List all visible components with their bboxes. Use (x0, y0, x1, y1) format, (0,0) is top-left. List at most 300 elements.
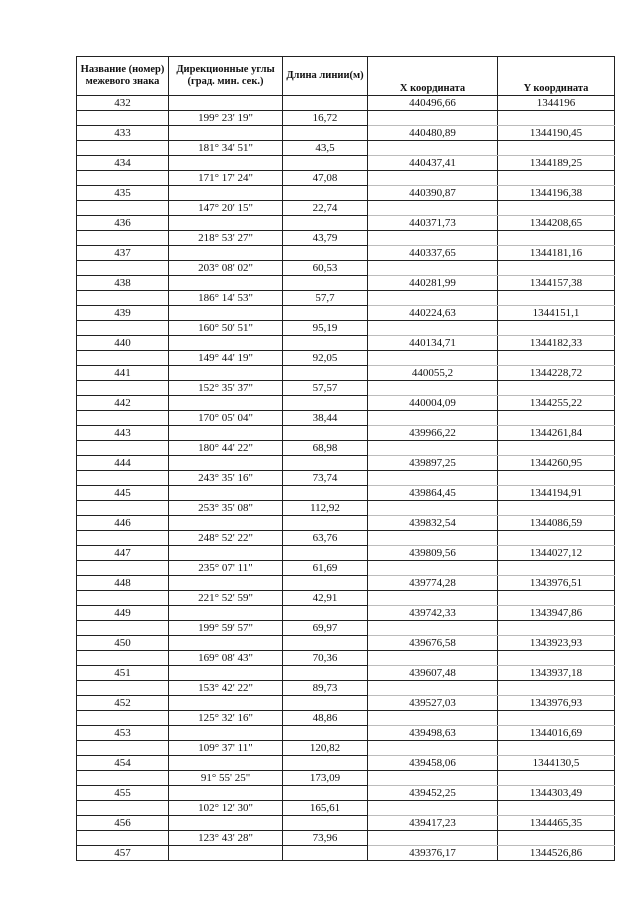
x-coordinate: 439676,58 (368, 636, 498, 651)
empty-cell (169, 726, 283, 741)
x-coordinate: 440224,63 (368, 306, 498, 321)
empty-cell (169, 96, 283, 111)
point-name: 432 (77, 96, 169, 111)
line-length: 57,57 (283, 381, 368, 396)
empty-cell (368, 651, 498, 666)
point-row (77, 276, 615, 291)
point-name: 455 (77, 786, 169, 801)
point-name: 456 (77, 816, 169, 831)
empty-cell (77, 351, 169, 366)
empty-cell (169, 756, 283, 771)
empty-cell (169, 336, 283, 351)
y-coordinate: 1344196,38 (498, 186, 615, 201)
y-coordinate: 1344303,49 (498, 786, 615, 801)
line-length: 92,05 (283, 351, 368, 366)
empty-cell (368, 771, 498, 786)
x-coordinate: 440371,73 (368, 216, 498, 231)
segment-row (77, 231, 615, 246)
y-coordinate: 1344208,65 (498, 216, 615, 231)
y-coordinate: 1344130,5 (498, 756, 615, 771)
point-row (77, 786, 615, 801)
empty-cell (498, 801, 615, 816)
empty-cell (283, 276, 368, 291)
direction-angle: 181° 34' 51" (169, 141, 283, 156)
direction-angle: 248° 52' 22" (169, 531, 283, 546)
empty-cell (368, 561, 498, 576)
segment-row (77, 471, 615, 486)
empty-cell (368, 261, 498, 276)
empty-cell (77, 801, 169, 816)
empty-cell (283, 216, 368, 231)
y-coordinate: 1343937,18 (498, 666, 615, 681)
x-coordinate: 440437,41 (368, 156, 498, 171)
line-length: 70,36 (283, 651, 368, 666)
direction-angle: 199° 59' 57" (169, 621, 283, 636)
empty-cell (368, 711, 498, 726)
empty-cell (169, 456, 283, 471)
point-name: 445 (77, 486, 169, 501)
empty-cell (169, 246, 283, 261)
line-length: 89,73 (283, 681, 368, 696)
y-coordinate: 1344086,59 (498, 516, 615, 531)
point-name: 452 (77, 696, 169, 711)
empty-cell (169, 366, 283, 381)
empty-cell (77, 531, 169, 546)
segment-row (77, 321, 615, 336)
segment-row (77, 561, 615, 576)
empty-cell (498, 171, 615, 186)
y-coordinate: 1344526,86 (498, 846, 615, 861)
line-length: 43,5 (283, 141, 368, 156)
segment-row (77, 741, 615, 756)
point-name: 437 (77, 246, 169, 261)
point-row (77, 306, 615, 321)
empty-cell (77, 411, 169, 426)
empty-cell (283, 246, 368, 261)
line-length: 60,53 (283, 261, 368, 276)
point-row (77, 516, 615, 531)
point-row (77, 846, 615, 861)
empty-cell (498, 441, 615, 456)
segment-row (77, 351, 615, 366)
direction-angle: 123° 43' 28" (169, 831, 283, 846)
segment-row (77, 501, 615, 516)
segment-row (77, 111, 615, 126)
direction-angle: 171° 17' 24" (169, 171, 283, 186)
point-row (77, 756, 615, 771)
direction-angle: 160° 50' 51" (169, 321, 283, 336)
empty-cell (169, 126, 283, 141)
y-coordinate: 1343923,93 (498, 636, 615, 651)
x-coordinate: 439417,23 (368, 816, 498, 831)
y-coordinate: 1344016,69 (498, 726, 615, 741)
empty-cell (368, 141, 498, 156)
empty-cell (368, 351, 498, 366)
empty-cell (283, 516, 368, 531)
point-row (77, 726, 615, 741)
line-length: 16,72 (283, 111, 368, 126)
header-y: Y координата (498, 57, 615, 96)
empty-cell (368, 381, 498, 396)
y-coordinate: 1344255,22 (498, 396, 615, 411)
x-coordinate: 439774,28 (368, 576, 498, 591)
point-name: 454 (77, 756, 169, 771)
point-name: 442 (77, 396, 169, 411)
empty-cell (498, 201, 615, 216)
empty-cell (283, 726, 368, 741)
point-name: 436 (77, 216, 169, 231)
empty-cell (368, 111, 498, 126)
point-row (77, 246, 615, 261)
y-coordinate: 1344190,45 (498, 126, 615, 141)
direction-angle: 153° 42' 22" (169, 681, 283, 696)
empty-cell (283, 186, 368, 201)
empty-cell (77, 591, 169, 606)
y-coordinate: 1344260,95 (498, 456, 615, 471)
header-angle: Дирекционные углы (град. мин. сек.) (169, 57, 283, 96)
y-coordinate: 1344189,25 (498, 156, 615, 171)
empty-cell (77, 261, 169, 276)
empty-cell (77, 621, 169, 636)
direction-angle: 203° 08' 02" (169, 261, 283, 276)
y-coordinate: 1344151,1 (498, 306, 615, 321)
point-row (77, 546, 615, 561)
y-coordinate: 1344228,72 (498, 366, 615, 381)
empty-cell (498, 561, 615, 576)
empty-cell (77, 381, 169, 396)
empty-cell (368, 681, 498, 696)
empty-cell (169, 666, 283, 681)
empty-cell (283, 456, 368, 471)
line-length: 57,7 (283, 291, 368, 306)
x-coordinate: 439458,06 (368, 756, 498, 771)
boundary-coordinates-table (76, 56, 615, 861)
empty-cell (77, 231, 169, 246)
direction-angle: 218° 53' 27" (169, 231, 283, 246)
point-name: 449 (77, 606, 169, 621)
empty-cell (368, 591, 498, 606)
empty-cell (498, 471, 615, 486)
x-coordinate: 440134,71 (368, 336, 498, 351)
empty-cell (283, 666, 368, 681)
x-coordinate: 440337,65 (368, 246, 498, 261)
empty-cell (368, 201, 498, 216)
empty-cell (169, 396, 283, 411)
x-coordinate: 439897,25 (368, 456, 498, 471)
y-coordinate: 1344027,12 (498, 546, 615, 561)
empty-cell (283, 336, 368, 351)
empty-cell (169, 186, 283, 201)
y-coordinate: 1344465,35 (498, 816, 615, 831)
empty-cell (169, 276, 283, 291)
direction-angle: 147° 20' 15" (169, 201, 283, 216)
point-row (77, 96, 615, 111)
direction-angle: 170° 05' 04" (169, 411, 283, 426)
point-name: 448 (77, 576, 169, 591)
empty-cell (498, 321, 615, 336)
line-length: 120,82 (283, 741, 368, 756)
empty-cell (368, 501, 498, 516)
direction-angle: 221° 52' 59" (169, 591, 283, 606)
empty-cell (169, 846, 283, 861)
line-length: 22,74 (283, 201, 368, 216)
empty-cell (283, 366, 368, 381)
empty-cell (77, 471, 169, 486)
empty-cell (368, 831, 498, 846)
direction-angle: 243° 35' 16" (169, 471, 283, 486)
point-row (77, 456, 615, 471)
empty-cell (498, 771, 615, 786)
y-coordinate: 1344182,33 (498, 336, 615, 351)
empty-cell (169, 816, 283, 831)
segment-row (77, 591, 615, 606)
point-row (77, 336, 615, 351)
point-name: 457 (77, 846, 169, 861)
empty-cell (77, 681, 169, 696)
empty-cell (498, 621, 615, 636)
empty-cell (169, 606, 283, 621)
empty-cell (283, 756, 368, 771)
empty-cell (283, 546, 368, 561)
empty-cell (77, 501, 169, 516)
empty-cell (283, 306, 368, 321)
x-coordinate: 439832,54 (368, 516, 498, 531)
empty-cell (169, 636, 283, 651)
empty-cell (169, 576, 283, 591)
header-length: Длина линии(м) (283, 57, 368, 96)
empty-cell (283, 576, 368, 591)
empty-cell (498, 831, 615, 846)
empty-cell (498, 141, 615, 156)
empty-cell (169, 156, 283, 171)
point-row (77, 156, 615, 171)
point-row (77, 396, 615, 411)
point-name: 435 (77, 186, 169, 201)
direction-angle: 125° 32' 16" (169, 711, 283, 726)
segment-row (77, 171, 615, 186)
empty-cell (77, 651, 169, 666)
empty-cell (77, 291, 169, 306)
empty-cell (77, 441, 169, 456)
empty-cell (169, 546, 283, 561)
empty-cell (77, 321, 169, 336)
segment-row (77, 711, 615, 726)
x-coordinate: 439809,56 (368, 546, 498, 561)
empty-cell (368, 411, 498, 426)
empty-cell (283, 816, 368, 831)
segment-row (77, 531, 615, 546)
direction-angle: 186° 14' 53" (169, 291, 283, 306)
empty-cell (77, 141, 169, 156)
point-name: 451 (77, 666, 169, 681)
empty-cell (77, 171, 169, 186)
line-length: 43,79 (283, 231, 368, 246)
line-length: 47,08 (283, 171, 368, 186)
point-row (77, 606, 615, 621)
point-name: 433 (77, 126, 169, 141)
point-row (77, 636, 615, 651)
x-coordinate: 440004,09 (368, 396, 498, 411)
empty-cell (498, 651, 615, 666)
x-coordinate: 440390,87 (368, 186, 498, 201)
empty-cell (77, 561, 169, 576)
segment-row (77, 621, 615, 636)
point-name: 438 (77, 276, 169, 291)
direction-angle: 149° 44' 19" (169, 351, 283, 366)
empty-cell (368, 291, 498, 306)
empty-cell (283, 696, 368, 711)
point-name: 444 (77, 456, 169, 471)
line-length: 63,76 (283, 531, 368, 546)
line-length: 48,86 (283, 711, 368, 726)
empty-cell (498, 411, 615, 426)
empty-cell (169, 516, 283, 531)
empty-cell (283, 396, 368, 411)
point-row (77, 666, 615, 681)
direction-angle: 180° 44' 22" (169, 441, 283, 456)
segment-row (77, 411, 615, 426)
y-coordinate: 1344157,38 (498, 276, 615, 291)
y-coordinate: 1343976,51 (498, 576, 615, 591)
point-name: 439 (77, 306, 169, 321)
line-length: 42,91 (283, 591, 368, 606)
direction-angle: 169° 08' 43" (169, 651, 283, 666)
empty-cell (283, 786, 368, 801)
empty-cell (169, 426, 283, 441)
point-name: 441 (77, 366, 169, 381)
point-row (77, 366, 615, 381)
empty-cell (77, 201, 169, 216)
empty-cell (368, 171, 498, 186)
line-length: 61,69 (283, 561, 368, 576)
header-x: X координата (368, 57, 498, 96)
line-length: 165,61 (283, 801, 368, 816)
empty-cell (77, 741, 169, 756)
point-name: 443 (77, 426, 169, 441)
direction-angle: 253° 35' 08" (169, 501, 283, 516)
direction-angle: 102° 12' 30" (169, 801, 283, 816)
point-row (77, 486, 615, 501)
segment-row (77, 141, 615, 156)
x-coordinate: 440480,89 (368, 126, 498, 141)
x-coordinate: 439607,48 (368, 666, 498, 681)
x-coordinate: 439452,25 (368, 786, 498, 801)
line-length: 112,92 (283, 501, 368, 516)
segment-row (77, 291, 615, 306)
segment-row (77, 651, 615, 666)
line-length: 73,74 (283, 471, 368, 486)
point-row (77, 216, 615, 231)
x-coordinate: 440055,2 (368, 366, 498, 381)
y-coordinate: 1344196 (498, 96, 615, 111)
segment-row (77, 831, 615, 846)
empty-cell (169, 306, 283, 321)
point-row (77, 576, 615, 591)
empty-cell (498, 381, 615, 396)
empty-cell (498, 261, 615, 276)
segment-row (77, 681, 615, 696)
x-coordinate: 439498,63 (368, 726, 498, 741)
empty-cell (368, 741, 498, 756)
empty-cell (283, 126, 368, 141)
empty-cell (283, 156, 368, 171)
empty-cell (368, 531, 498, 546)
empty-cell (283, 636, 368, 651)
point-name: 446 (77, 516, 169, 531)
point-name: 447 (77, 546, 169, 561)
empty-cell (283, 426, 368, 441)
empty-cell (368, 321, 498, 336)
direction-angle: 109° 37' 11" (169, 741, 283, 756)
point-name: 453 (77, 726, 169, 741)
empty-cell (283, 96, 368, 111)
empty-cell (77, 771, 169, 786)
line-length: 173,09 (283, 771, 368, 786)
header-name: Название (номер) межевого знака (77, 57, 169, 96)
point-row (77, 816, 615, 831)
point-name: 440 (77, 336, 169, 351)
direction-angle: 152° 35' 37" (169, 381, 283, 396)
empty-cell (498, 711, 615, 726)
segment-row (77, 381, 615, 396)
line-length: 73,96 (283, 831, 368, 846)
line-length: 95,19 (283, 321, 368, 336)
point-row (77, 696, 615, 711)
y-coordinate: 1343976,93 (498, 696, 615, 711)
empty-cell (498, 111, 615, 126)
x-coordinate: 439966,22 (368, 426, 498, 441)
empty-cell (77, 711, 169, 726)
empty-cell (368, 621, 498, 636)
empty-cell (283, 846, 368, 861)
y-coordinate: 1344194,91 (498, 486, 615, 501)
line-length: 38,44 (283, 411, 368, 426)
segment-row (77, 771, 615, 786)
empty-cell (368, 441, 498, 456)
point-row (77, 186, 615, 201)
empty-cell (283, 486, 368, 501)
point-row (77, 426, 615, 441)
empty-cell (498, 291, 615, 306)
empty-cell (283, 606, 368, 621)
empty-cell (169, 486, 283, 501)
empty-cell (169, 216, 283, 231)
empty-cell (77, 831, 169, 846)
empty-cell (498, 501, 615, 516)
segment-row (77, 201, 615, 216)
point-row (77, 126, 615, 141)
empty-cell (498, 591, 615, 606)
empty-cell (498, 741, 615, 756)
point-name: 434 (77, 156, 169, 171)
empty-cell (368, 231, 498, 246)
table-header-row (77, 57, 615, 96)
point-name: 450 (77, 636, 169, 651)
empty-cell (368, 801, 498, 816)
x-coordinate: 439527,03 (368, 696, 498, 711)
segment-row (77, 801, 615, 816)
line-length: 68,98 (283, 441, 368, 456)
x-coordinate: 439742,33 (368, 606, 498, 621)
direction-angle: 235° 07' 11" (169, 561, 283, 576)
x-coordinate: 440496,66 (368, 96, 498, 111)
empty-cell (169, 786, 283, 801)
table-body (77, 96, 615, 861)
empty-cell (498, 351, 615, 366)
empty-cell (498, 531, 615, 546)
y-coordinate: 1344261,84 (498, 426, 615, 441)
empty-cell (498, 681, 615, 696)
